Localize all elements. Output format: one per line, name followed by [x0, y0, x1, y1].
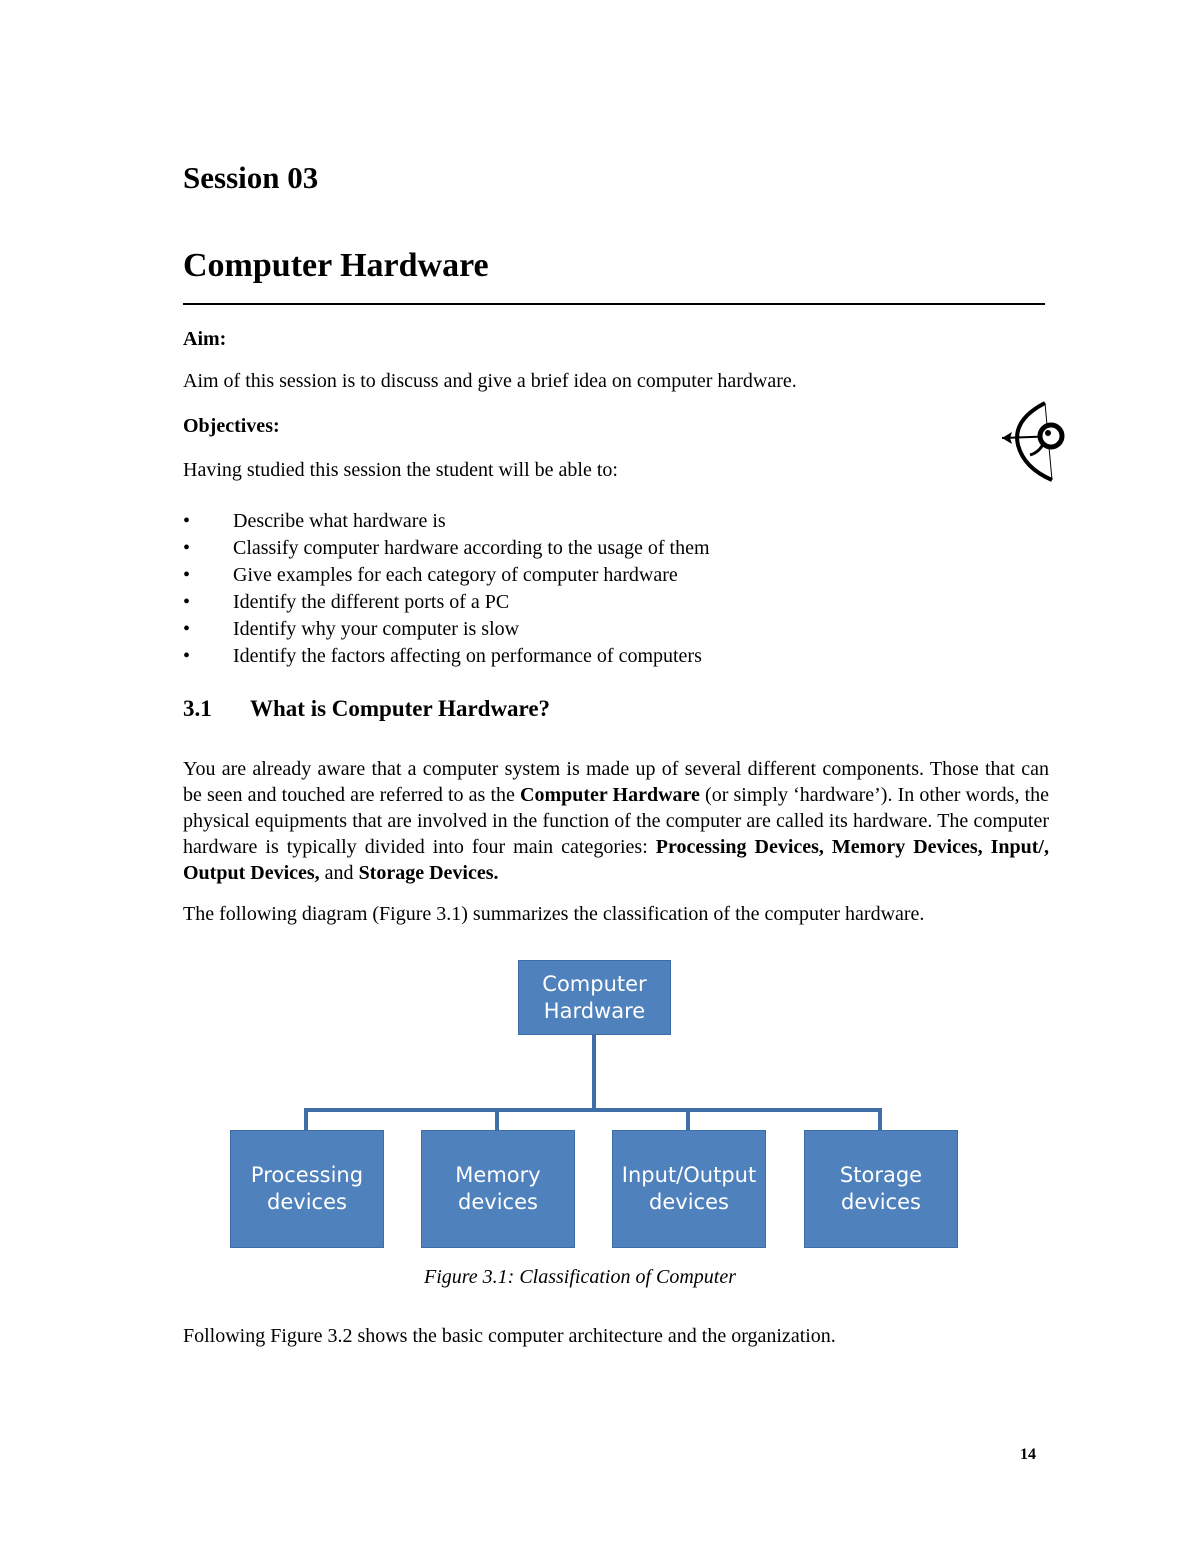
bullet-icon: • — [183, 537, 191, 559]
list-item: • Identify why your computer is slow — [183, 616, 710, 643]
section-number: 3.1 — [183, 696, 212, 721]
objectives-heading: Objectives: — [183, 415, 280, 437]
processing-devices-node: Processing devices — [230, 1130, 384, 1248]
list-item: • Give examples for each category of computer hardware — [183, 562, 710, 589]
section-heading — [183, 696, 550, 722]
memory-devices-node: Memory devices — [421, 1130, 575, 1248]
archer-bow-icon — [1000, 400, 1072, 482]
child-connector — [495, 1108, 499, 1131]
list-item: • Describe what hardware is — [183, 508, 710, 535]
storage-devices-node: Storage devices — [804, 1130, 958, 1248]
child-connector — [686, 1108, 690, 1131]
hardware-definition-paragraph: You are already aware that a computer system is made up of several different components. Those that can be seen and touched are referred to as the Computer Hardware (or simply ‘hardware’). In other words, the physical equipments that are involved in the function of the computer are called its hardware. The computer hardware is typically divided into four main categories: Processing Devices, Memory Devices, Input/, Output Devices, and Storage Devices. — [183, 758, 1049, 884]
bullet-icon: • — [183, 591, 191, 613]
list-item: • Identify the factors affecting on performance of computers — [183, 643, 710, 670]
list-item: • Classify computer hardware according to the usage of them — [183, 535, 710, 562]
page-number: 14 — [1020, 1446, 1036, 1463]
root-connector — [592, 1034, 596, 1112]
horizontal-connector — [304, 1108, 882, 1112]
input-output-devices-node: Input/Output devices — [612, 1130, 766, 1248]
computer-hardware-node: Computer Hardware — [518, 960, 671, 1035]
diagram-intro-paragraph: The following diagram (Figure 3.1) summarizes the classification of the computer hardware. — [183, 903, 925, 925]
objectives-intro: Having studied this session the student will be able to: — [183, 459, 618, 481]
hardware-classification-diagram — [228, 958, 960, 1250]
architecture-intro-paragraph: Following Figure 3.2 shows the basic computer architecture and the organization. — [183, 1325, 836, 1347]
figure-caption: Figure 3.1: Classification of Computer — [423, 1266, 737, 1288]
chapter-title: Computer Hardware — [183, 247, 489, 284]
list-item: • Identify the different ports of a PC — [183, 589, 710, 616]
section-title: What is Computer Hardware? — [250, 696, 551, 721]
child-connector — [304, 1108, 308, 1131]
objectives-list — [183, 508, 710, 670]
session-label: Session 03 — [183, 160, 319, 195]
bullet-icon: • — [183, 645, 191, 667]
aim-text: Aim of this session is to discuss and give a brief idea on computer hardware. — [183, 370, 797, 392]
title-divider — [183, 303, 1045, 305]
bullet-icon: • — [183, 618, 191, 640]
bullet-icon: • — [183, 564, 191, 586]
child-connector — [878, 1108, 882, 1131]
aim-heading: Aim: — [183, 328, 227, 350]
bullet-icon: • — [183, 510, 191, 532]
